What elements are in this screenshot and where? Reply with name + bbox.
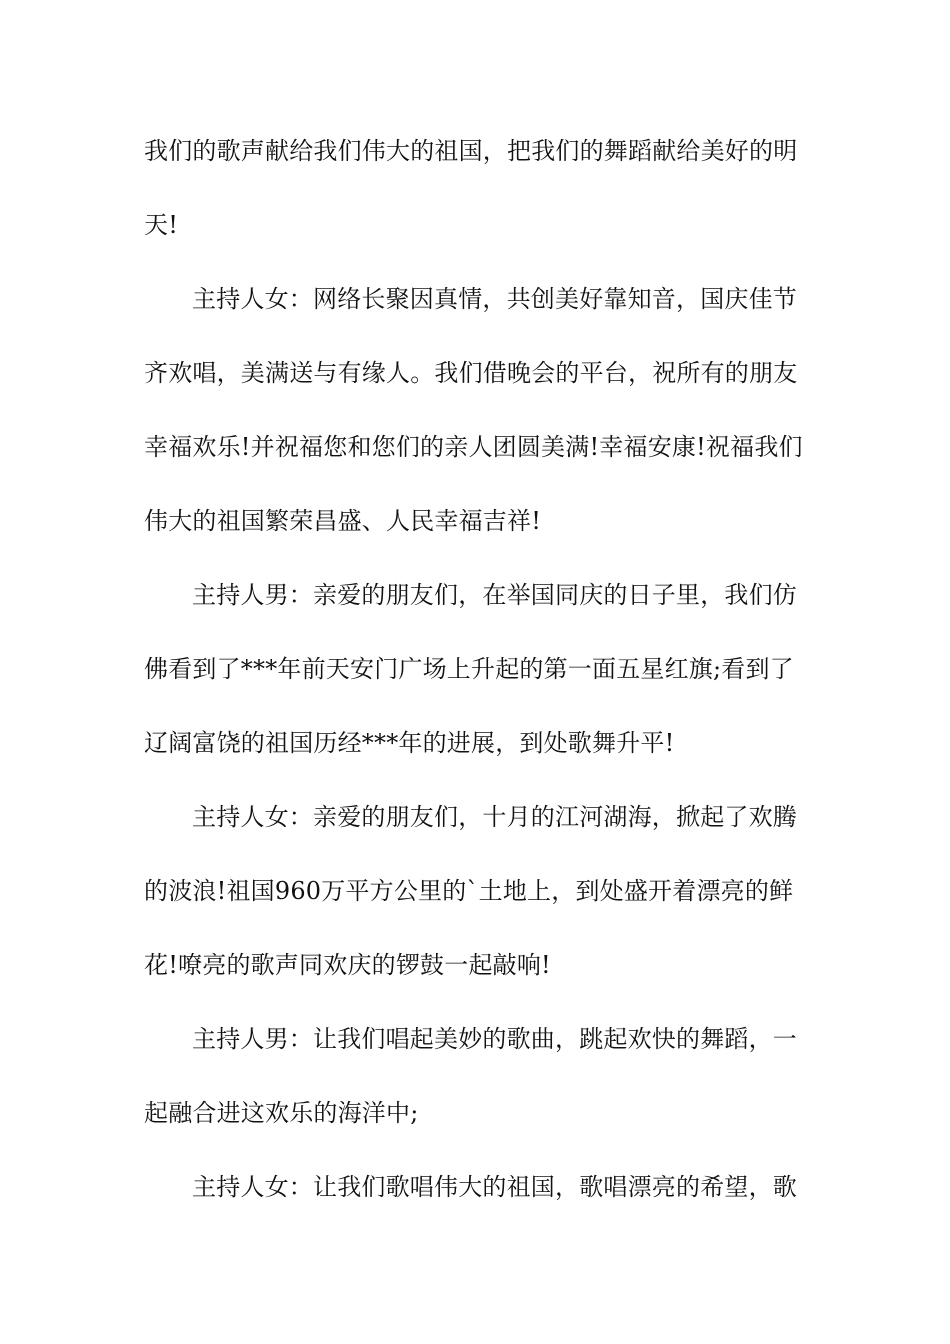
paragraph-start-line: 主持人女：让我们歌唱伟大的祖国，歌唱漂亮的希望，歌: [192, 1173, 797, 1201]
text-line: 起融合进这欢乐的海洋中;: [144, 1099, 419, 1127]
text-line: 花!嘹亮的歌声同欢庆的锣鼓一起敲响!: [144, 951, 551, 979]
paragraph-start-line: 主持人女：网络长聚因真情，共创美好靠知音，国庆佳节: [192, 285, 797, 313]
paragraph-start-line: 主持人男：亲爱的朋友们，在举国同庆的日子里，我们仿: [192, 581, 797, 609]
text-line: 幸福欢乐!并祝福您和您们的亲人团圆美满!幸福安康!祝福我们: [144, 433, 803, 461]
text-line: 的波浪!祖国960万平方公里的`土地上，到处盛开着漂亮的鲜: [144, 877, 794, 905]
paragraph-start-line: 主持人女：亲爱的朋友们，十月的江河湖海，掀起了欢腾: [192, 803, 797, 831]
text-line: 我们的歌声献给我们伟大的祖国，把我们的舞蹈献给美好的明: [144, 137, 798, 165]
paragraph-start-line: 主持人男：让我们唱起美妙的歌曲，跳起欢快的舞蹈，一: [192, 1025, 797, 1053]
text-line: 辽阔富饶的祖国历经***年的进展，到处歌舞升平!: [144, 729, 675, 757]
text-line: 佛看到了***年前天安门广场上升起的第一面五星红旗;看到了: [144, 655, 794, 683]
text-line: 天!: [144, 211, 179, 239]
text-line: 齐欢唱，美满送与有缘人。我们借晚会的平台，祝所有的朋友: [144, 359, 798, 387]
text-line: 伟大的祖国繁荣昌盛、人民幸福吉祥!: [144, 507, 542, 535]
